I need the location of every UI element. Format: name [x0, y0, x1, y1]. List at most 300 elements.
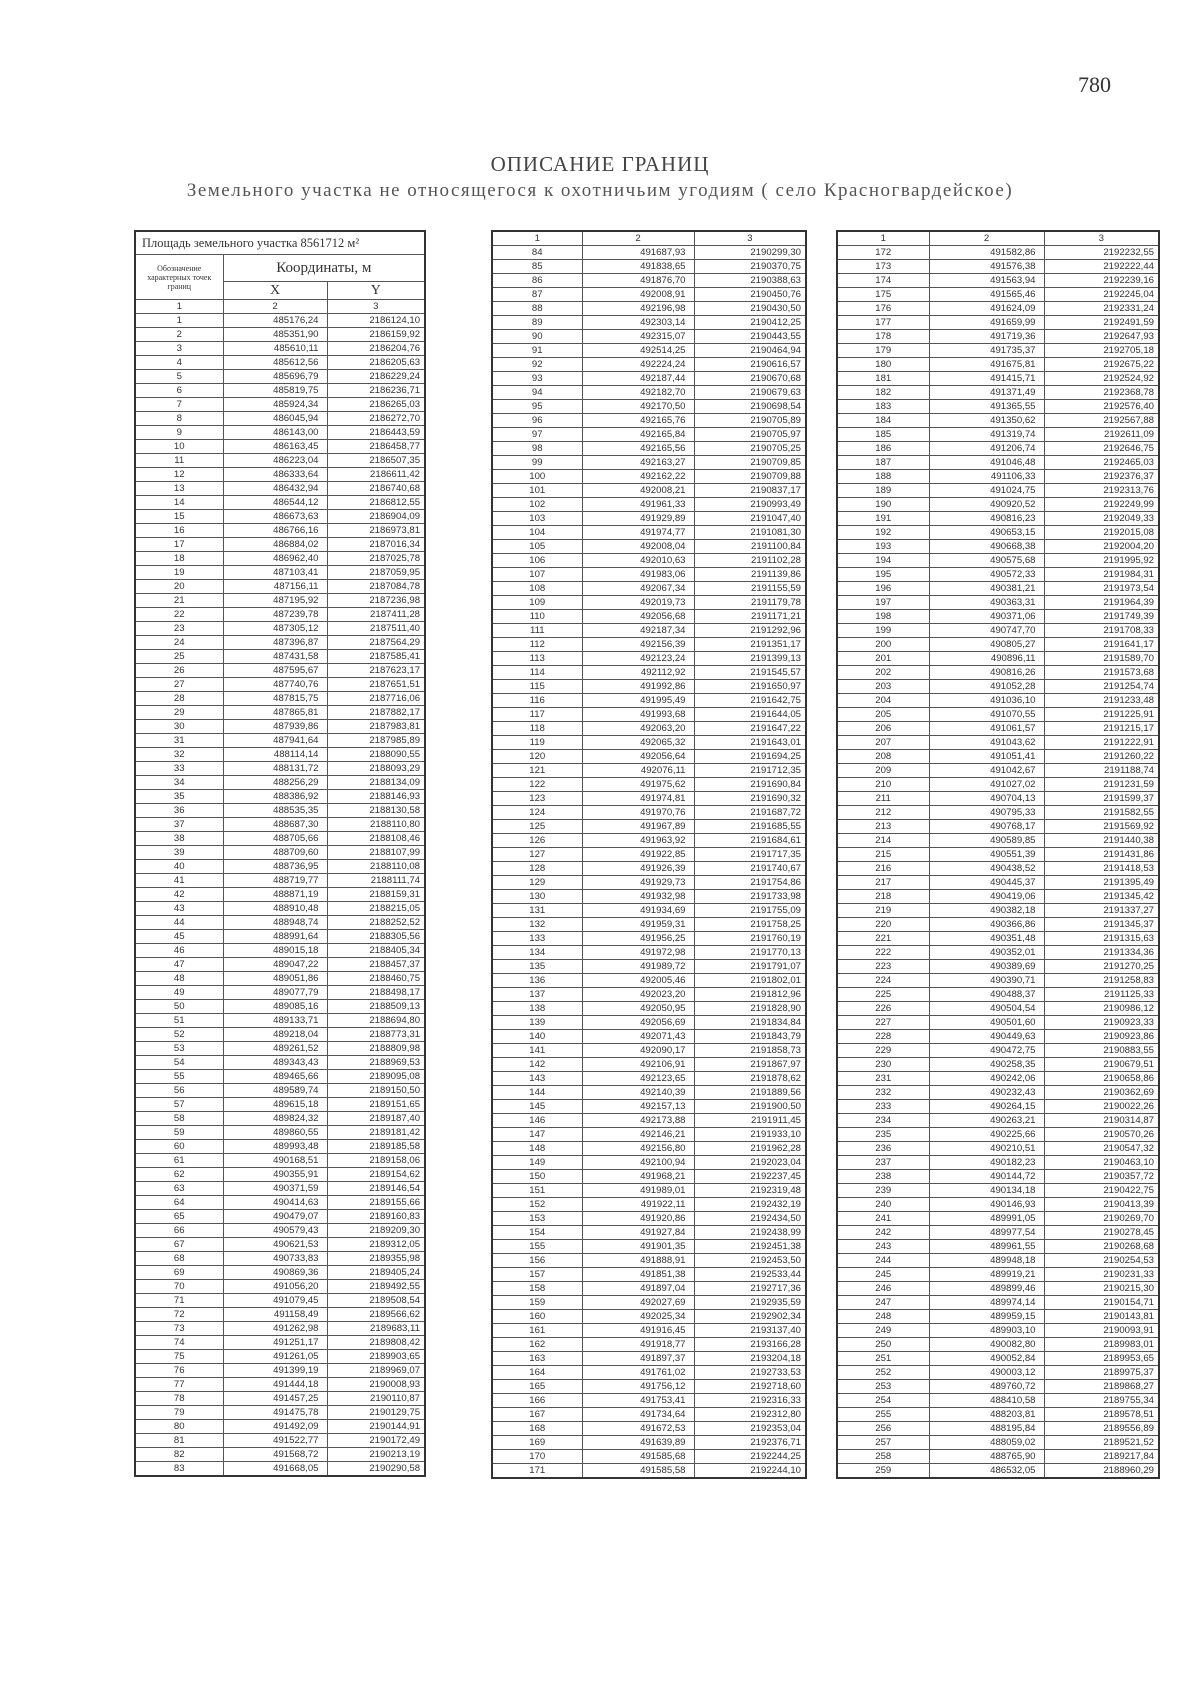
x-coordinate: 491888,91 — [582, 1254, 694, 1268]
point-number: 100 — [492, 470, 582, 484]
table-row — [492, 1128, 806, 1142]
column-number: 1 — [135, 300, 223, 314]
table-row — [135, 888, 425, 902]
x-coordinate: 490579,43 — [223, 1224, 327, 1238]
x-coordinate: 489860,55 — [223, 1126, 327, 1140]
x-coordinate: 490805,27 — [929, 638, 1044, 652]
x-coordinate: 491206,74 — [929, 442, 1044, 456]
table-row — [135, 1224, 425, 1238]
point-number: 87 — [492, 288, 582, 302]
point-number: 248 — [837, 1310, 929, 1324]
x-coordinate: 492162,22 — [582, 470, 694, 484]
y-coordinate: 2189683,11 — [327, 1322, 425, 1336]
point-number: 233 — [837, 1100, 929, 1114]
table-row — [135, 1000, 425, 1014]
table-row — [135, 496, 425, 510]
point-number: 194 — [837, 554, 929, 568]
point-number: 146 — [492, 1114, 582, 1128]
table-row — [492, 1394, 806, 1408]
point-number: 6 — [135, 384, 223, 398]
x-coordinate: 486432,94 — [223, 482, 327, 496]
y-coordinate: 2192705,18 — [1044, 344, 1159, 358]
table-row — [837, 428, 1159, 442]
table-row — [492, 428, 806, 442]
table-row — [837, 1282, 1159, 1296]
point-number: 147 — [492, 1128, 582, 1142]
point-number: 62 — [135, 1168, 223, 1182]
table-row — [135, 622, 425, 636]
x-coordinate: 490390,71 — [929, 974, 1044, 988]
y-coordinate: 2192368,78 — [1044, 386, 1159, 400]
x-coordinate: 486544,12 — [223, 496, 327, 510]
x-coordinate: 492165,84 — [582, 428, 694, 442]
table-row — [135, 370, 425, 384]
y-coordinate: 2190231,33 — [1044, 1268, 1159, 1282]
table-row — [492, 540, 806, 554]
table-row — [135, 454, 425, 468]
table-row — [837, 246, 1159, 260]
table-row — [492, 260, 806, 274]
y-coordinate: 2191337,27 — [1044, 904, 1159, 918]
point-number: 91 — [492, 344, 582, 358]
y-coordinate: 2188405,34 — [327, 944, 425, 958]
point-number: 97 — [492, 428, 582, 442]
y-header: Y — [327, 282, 425, 300]
point-number: 158 — [492, 1282, 582, 1296]
table-row — [492, 1338, 806, 1352]
y-coordinate: 2186205,63 — [327, 356, 425, 370]
x-coordinate: 491918,77 — [582, 1338, 694, 1352]
point-number: 132 — [492, 918, 582, 932]
table-row — [492, 302, 806, 316]
x-coordinate: 491932,98 — [582, 890, 694, 904]
y-coordinate: 2190670,68 — [694, 372, 806, 386]
point-number: 105 — [492, 540, 582, 554]
x-coordinate: 490449,63 — [929, 1030, 1044, 1044]
y-coordinate: 2190008,93 — [327, 1378, 425, 1392]
table-row — [135, 314, 425, 328]
x-coordinate: 491585,68 — [582, 1450, 694, 1464]
point-number: 188 — [837, 470, 929, 484]
coordinates-header: Координаты, м — [223, 255, 425, 282]
x-coordinate: 492163,27 — [582, 456, 694, 470]
table-row — [492, 1380, 806, 1394]
x-coordinate: 491929,73 — [582, 876, 694, 890]
table-row — [135, 860, 425, 874]
point-number: 200 — [837, 638, 929, 652]
point-number: 250 — [837, 1338, 929, 1352]
point-number: 72 — [135, 1308, 223, 1322]
y-coordinate: 2192438,99 — [694, 1226, 806, 1240]
y-coordinate: 2189209,30 — [327, 1224, 425, 1238]
table-row — [135, 524, 425, 538]
point-number: 203 — [837, 680, 929, 694]
table-row — [837, 918, 1159, 932]
table-row — [135, 1336, 425, 1350]
table-row — [837, 750, 1159, 764]
y-coordinate: 2186740,68 — [327, 482, 425, 496]
point-number: 157 — [492, 1268, 582, 1282]
point-number: 28 — [135, 692, 223, 706]
x-coordinate: 491956,25 — [582, 932, 694, 946]
point-number: 118 — [492, 722, 582, 736]
y-coordinate: 2189405,24 — [327, 1266, 425, 1280]
y-coordinate: 2192245,04 — [1044, 288, 1159, 302]
y-coordinate: 2189154,62 — [327, 1168, 425, 1182]
y-coordinate: 2190709,88 — [694, 470, 806, 484]
table-row — [135, 440, 425, 454]
x-coordinate: 491989,01 — [582, 1184, 694, 1198]
table-row — [492, 1072, 806, 1086]
x-coordinate: 492123,65 — [582, 1072, 694, 1086]
table-row — [837, 484, 1159, 498]
table-row — [492, 694, 806, 708]
table-row — [837, 470, 1159, 484]
table-row — [837, 1072, 1159, 1086]
x-coordinate: 489615,18 — [223, 1098, 327, 1112]
point-number: 49 — [135, 986, 223, 1000]
x-coordinate: 490352,01 — [929, 946, 1044, 960]
point-number: 107 — [492, 568, 582, 582]
y-coordinate: 2188108,46 — [327, 832, 425, 846]
table-row — [135, 412, 425, 426]
point-number: 174 — [837, 274, 929, 288]
x-coordinate: 491995,49 — [582, 694, 694, 708]
y-coordinate: 2191440,38 — [1044, 834, 1159, 848]
point-number: 15 — [135, 510, 223, 524]
x-coordinate: 491415,71 — [929, 372, 1044, 386]
y-coordinate: 2191889,56 — [694, 1086, 806, 1100]
x-coordinate: 491043,62 — [929, 736, 1044, 750]
point-number: 45 — [135, 930, 223, 944]
point-number: 142 — [492, 1058, 582, 1072]
point-number: 140 — [492, 1030, 582, 1044]
point-number: 117 — [492, 708, 582, 722]
x-coordinate: 492315,07 — [582, 330, 694, 344]
x-coordinate: 490082,80 — [929, 1338, 1044, 1352]
x-coordinate: 492008,04 — [582, 540, 694, 554]
point-number: 257 — [837, 1436, 929, 1450]
table-row — [837, 1142, 1159, 1156]
y-coordinate: 2192434,50 — [694, 1212, 806, 1226]
table-row — [492, 456, 806, 470]
table-row — [135, 1280, 425, 1294]
table-row — [492, 1408, 806, 1422]
point-number: 169 — [492, 1436, 582, 1450]
x-coordinate: 488059,02 — [929, 1436, 1044, 1450]
y-coordinate: 2191139,86 — [694, 568, 806, 582]
point-number: 20 — [135, 580, 223, 594]
point-number: 61 — [135, 1154, 223, 1168]
point-number: 164 — [492, 1366, 582, 1380]
point-number: 64 — [135, 1196, 223, 1210]
x-coordinate: 492019,73 — [582, 596, 694, 610]
table-row — [837, 288, 1159, 302]
x-coordinate: 487595,67 — [223, 664, 327, 678]
y-coordinate: 2191802,01 — [694, 974, 806, 988]
point-number: 106 — [492, 554, 582, 568]
point-number: 206 — [837, 722, 929, 736]
y-coordinate: 2187882,17 — [327, 706, 425, 720]
y-coordinate: 2186458,77 — [327, 440, 425, 454]
table-row — [492, 988, 806, 1002]
point-number: 55 — [135, 1070, 223, 1084]
table-row — [837, 904, 1159, 918]
y-coordinate: 2191962,28 — [694, 1142, 806, 1156]
y-coordinate: 2187511,40 — [327, 622, 425, 636]
point-number: 17 — [135, 538, 223, 552]
y-coordinate: 2186611,42 — [327, 468, 425, 482]
point-number: 136 — [492, 974, 582, 988]
table-row — [837, 1422, 1159, 1436]
point-number: 253 — [837, 1380, 929, 1394]
table-row — [837, 1310, 1159, 1324]
x-coordinate: 485819,75 — [223, 384, 327, 398]
y-coordinate: 2192249,99 — [1044, 498, 1159, 512]
point-number: 109 — [492, 596, 582, 610]
point-number: 187 — [837, 456, 929, 470]
table-row — [135, 1126, 425, 1140]
x-coordinate: 492025,34 — [582, 1310, 694, 1324]
table-row — [492, 330, 806, 344]
area-label: Площадь земельного участка 8561712 м² — [135, 231, 425, 255]
y-coordinate: 2191215,17 — [1044, 722, 1159, 736]
x-coordinate: 491734,64 — [582, 1408, 694, 1422]
x-coordinate: 490621,53 — [223, 1238, 327, 1252]
x-coordinate: 490264,15 — [929, 1100, 1044, 1114]
y-coordinate: 2192312,80 — [694, 1408, 806, 1422]
y-coordinate: 2188090,55 — [327, 748, 425, 762]
column-number: 2 — [582, 231, 694, 246]
x-coordinate: 486884,02 — [223, 538, 327, 552]
y-coordinate: 2188252,52 — [327, 916, 425, 930]
x-coordinate: 491967,89 — [582, 820, 694, 834]
point-number: 57 — [135, 1098, 223, 1112]
x-coordinate: 492157,13 — [582, 1100, 694, 1114]
point-number: 177 — [837, 316, 929, 330]
y-coordinate: 2190679,51 — [1044, 1058, 1159, 1072]
point-number: 94 — [492, 386, 582, 400]
table-row — [135, 1014, 425, 1028]
x-coordinate: 491983,06 — [582, 568, 694, 582]
table-row — [837, 1296, 1159, 1310]
y-coordinate: 2192524,92 — [1044, 372, 1159, 386]
y-coordinate: 2191758,25 — [694, 918, 806, 932]
point-number: 139 — [492, 1016, 582, 1030]
y-coordinate: 2189755,34 — [1044, 1394, 1159, 1408]
point-number: 112 — [492, 638, 582, 652]
table-row — [492, 1212, 806, 1226]
y-coordinate: 2190464,94 — [694, 344, 806, 358]
y-coordinate: 2192611,09 — [1044, 428, 1159, 442]
y-coordinate: 2189903,65 — [327, 1350, 425, 1364]
point-number: 25 — [135, 650, 223, 664]
coordinates-table-3 — [836, 230, 1160, 1479]
x-coordinate: 491992,86 — [582, 680, 694, 694]
point-number: 143 — [492, 1072, 582, 1086]
column-number: 3 — [327, 300, 425, 314]
point-number: 52 — [135, 1028, 223, 1042]
point-number: 159 — [492, 1296, 582, 1310]
y-coordinate: 2192453,50 — [694, 1254, 806, 1268]
y-coordinate: 2189155,66 — [327, 1196, 425, 1210]
y-coordinate: 2186229,24 — [327, 370, 425, 384]
point-number: 9 — [135, 426, 223, 440]
table-row — [492, 1100, 806, 1114]
point-number: 215 — [837, 848, 929, 862]
x-coordinate: 492008,91 — [582, 288, 694, 302]
table-row — [837, 1044, 1159, 1058]
y-coordinate: 2190143,81 — [1044, 1310, 1159, 1324]
x-coordinate: 490479,07 — [223, 1210, 327, 1224]
point-number: 126 — [492, 834, 582, 848]
x-coordinate: 492146,21 — [582, 1128, 694, 1142]
y-coordinate: 2191125,33 — [1044, 988, 1159, 1002]
y-coordinate: 2190110,87 — [327, 1392, 425, 1406]
table-row — [492, 960, 806, 974]
x-coordinate: 492165,56 — [582, 442, 694, 456]
table-row — [837, 1254, 1159, 1268]
table-row — [492, 610, 806, 624]
point-number: 201 — [837, 652, 929, 666]
table-row — [492, 806, 806, 820]
y-coordinate: 2192244,25 — [694, 1450, 806, 1464]
point-number: 108 — [492, 582, 582, 596]
table-row — [837, 554, 1159, 568]
y-coordinate: 2191770,13 — [694, 946, 806, 960]
x-coordinate: 487865,81 — [223, 706, 327, 720]
table-row — [135, 398, 425, 412]
point-number: 173 — [837, 260, 929, 274]
point-number: 220 — [837, 918, 929, 932]
x-coordinate: 487939,86 — [223, 720, 327, 734]
table-row — [492, 358, 806, 372]
table-row — [837, 806, 1159, 820]
point-number: 37 — [135, 818, 223, 832]
table-row — [837, 1002, 1159, 1016]
x-coordinate: 491585,58 — [582, 1464, 694, 1479]
y-coordinate: 2191973,54 — [1044, 582, 1159, 596]
table-row — [135, 552, 425, 566]
y-coordinate: 2190215,30 — [1044, 1282, 1159, 1296]
x-coordinate: 492156,39 — [582, 638, 694, 652]
y-coordinate: 2189160,83 — [327, 1210, 425, 1224]
point-number: 89 — [492, 316, 582, 330]
table-row — [837, 722, 1159, 736]
y-coordinate: 2191878,62 — [694, 1072, 806, 1086]
table-row — [837, 1450, 1159, 1464]
x-coordinate: 490768,17 — [929, 820, 1044, 834]
y-coordinate: 2192015,08 — [1044, 526, 1159, 540]
y-coordinate: 2192319,48 — [694, 1184, 806, 1198]
y-coordinate: 2189150,50 — [327, 1084, 425, 1098]
point-number: 36 — [135, 804, 223, 818]
y-coordinate: 2187411,28 — [327, 608, 425, 622]
point-number: 226 — [837, 1002, 929, 1016]
x-coordinate: 492010,63 — [582, 554, 694, 568]
table-row — [492, 1436, 806, 1450]
point-number: 114 — [492, 666, 582, 680]
x-coordinate: 491565,46 — [929, 288, 1044, 302]
table-row — [135, 790, 425, 804]
table-row — [837, 1030, 1159, 1044]
point-number: 134 — [492, 946, 582, 960]
x-coordinate: 489133,71 — [223, 1014, 327, 1028]
table-row — [135, 566, 425, 580]
y-coordinate: 2189868,27 — [1044, 1380, 1159, 1394]
point-number: 11 — [135, 454, 223, 468]
y-coordinate: 2191225,91 — [1044, 708, 1159, 722]
y-coordinate: 2186265,03 — [327, 398, 425, 412]
x-coordinate: 490747,70 — [929, 624, 1044, 638]
point-number: 254 — [837, 1394, 929, 1408]
y-coordinate: 2190883,55 — [1044, 1044, 1159, 1058]
x-coordinate: 491851,38 — [582, 1268, 694, 1282]
point-number: 229 — [837, 1044, 929, 1058]
table-row — [135, 384, 425, 398]
x-coordinate: 487431,58 — [223, 650, 327, 664]
y-coordinate: 2186973,81 — [327, 524, 425, 538]
table-row — [492, 1324, 806, 1338]
table-row — [837, 1100, 1159, 1114]
x-coordinate: 489948,18 — [929, 1254, 1044, 1268]
y-coordinate: 2189158,06 — [327, 1154, 425, 1168]
point-number: 255 — [837, 1408, 929, 1422]
y-coordinate: 2190269,70 — [1044, 1212, 1159, 1226]
x-coordinate: 492182,70 — [582, 386, 694, 400]
table-row — [837, 302, 1159, 316]
x-coordinate: 487305,12 — [223, 622, 327, 636]
x-coordinate: 490445,37 — [929, 876, 1044, 890]
table-row — [492, 498, 806, 512]
table-row — [837, 946, 1159, 960]
table-row — [837, 456, 1159, 470]
table-row — [135, 944, 425, 958]
point-number: 258 — [837, 1450, 929, 1464]
table-row — [492, 568, 806, 582]
point-number: 22 — [135, 608, 223, 622]
x-coordinate: 490414,63 — [223, 1196, 327, 1210]
x-coordinate: 488410,58 — [929, 1394, 1044, 1408]
y-coordinate: 2191179,78 — [694, 596, 806, 610]
y-coordinate: 2192646,75 — [1044, 442, 1159, 456]
table-row — [492, 400, 806, 414]
table-row — [837, 512, 1159, 526]
table-row — [837, 792, 1159, 806]
x-coordinate: 491457,25 — [223, 1392, 327, 1406]
y-coordinate: 2192451,38 — [694, 1240, 806, 1254]
table-row — [837, 736, 1159, 750]
table-row — [135, 1350, 425, 1364]
x-coordinate: 492076,11 — [582, 764, 694, 778]
table-row — [492, 1170, 806, 1184]
y-coordinate: 2191717,35 — [694, 848, 806, 862]
y-coordinate: 2192647,93 — [1044, 330, 1159, 344]
table-row — [837, 1324, 1159, 1338]
x-coordinate: 491672,53 — [582, 1422, 694, 1436]
point-number: 54 — [135, 1056, 223, 1070]
point-number: 160 — [492, 1310, 582, 1324]
x-coordinate: 489047,22 — [223, 958, 327, 972]
y-coordinate: 2192239,16 — [1044, 274, 1159, 288]
x-coordinate: 489977,54 — [929, 1226, 1044, 1240]
x-coordinate: 491735,37 — [929, 344, 1044, 358]
x-coordinate: 491522,77 — [223, 1434, 327, 1448]
y-coordinate: 2190705,25 — [694, 442, 806, 456]
x-coordinate: 491975,62 — [582, 778, 694, 792]
x-coordinate: 491261,05 — [223, 1350, 327, 1364]
point-number: 104 — [492, 526, 582, 540]
